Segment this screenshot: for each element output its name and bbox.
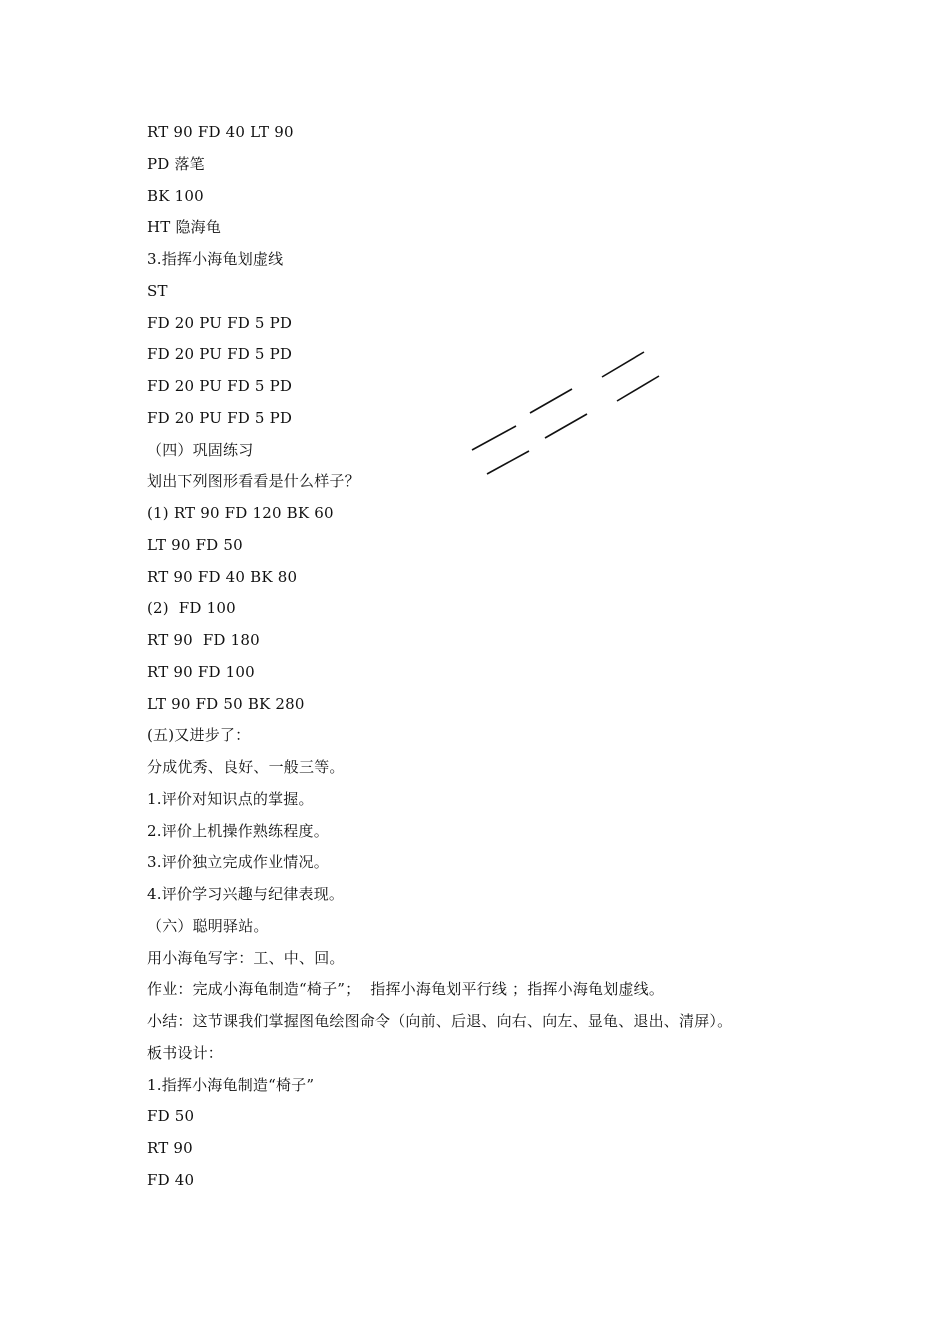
section-heading: （四）巩固练习 bbox=[147, 440, 254, 459]
text-line: FD 40 bbox=[147, 1170, 195, 1189]
text-line: FD 50 bbox=[147, 1107, 195, 1126]
text-line: HT 隐海龟 bbox=[147, 218, 222, 237]
section-heading: 3.指挥小海龟划虚线 bbox=[147, 250, 284, 268]
text-line: 2.评价上机操作熟练程度。 bbox=[147, 821, 329, 840]
dash-segment bbox=[487, 451, 529, 474]
text-line: 分成优秀、良好、一般三等。 bbox=[147, 758, 345, 776]
text-line: RT 90 FD 40 BK 80 bbox=[147, 567, 298, 586]
dash-segment bbox=[545, 414, 587, 438]
text-line: 3.评价独立完成作业情况。 bbox=[147, 853, 329, 872]
dash-segment bbox=[617, 376, 659, 401]
text-line: 4.评价学习兴趣与纪律表现。 bbox=[147, 885, 345, 903]
homework-line: 作业：完成小海龟制造“椅子”； 指挥小海龟划平行线 ；指挥小海龟划虚线。 bbox=[147, 980, 665, 999]
text-line: 用小海龟写字：工、中、回。 bbox=[147, 948, 345, 967]
text-lines bbox=[147, 121, 732, 1201]
section-heading: (五)又进步了： bbox=[147, 726, 251, 745]
text-line: FD 20 PU FD 5 PD bbox=[147, 377, 293, 395]
text-line: LT 90 FD 50 bbox=[147, 535, 243, 554]
text-line: RT 90 FD 180 bbox=[147, 631, 260, 649]
text-line: 1.指挥小海龟制造“椅子” bbox=[147, 1075, 315, 1094]
section-heading: 板书设计： bbox=[147, 1043, 224, 1062]
dashed-lines-figure bbox=[466, 345, 666, 481]
text-line: 1.评价对知识点的掌握。 bbox=[147, 789, 314, 808]
text-line: PD 落笔 bbox=[147, 154, 205, 173]
text-line: RT 90 FD 40 LT 90 bbox=[147, 123, 294, 141]
text-line: (1) RT 90 FD 120 BK 60 bbox=[147, 504, 334, 522]
text-line: RT 90 bbox=[147, 1139, 193, 1157]
text-line: LT 90 FD 50 BK 280 bbox=[147, 694, 305, 713]
dash-segment bbox=[530, 389, 572, 413]
text-line: FD 20 PU FD 5 PD bbox=[147, 408, 293, 427]
text-line: FD 20 PU FD 5 PD bbox=[147, 313, 293, 332]
text-line: (2) FD 100 bbox=[147, 599, 236, 618]
text-line: 划出下列图形看看是什么样子？ bbox=[147, 472, 360, 491]
dash-segment bbox=[472, 426, 516, 450]
text-line: RT 90 FD 100 bbox=[147, 662, 255, 681]
text-line: BK 100 bbox=[147, 186, 204, 205]
summary-line: 小结：这节课我们掌握图龟绘图命令（向前、后退、向右、向左、显龟、退出、清屏）。 bbox=[147, 1012, 733, 1030]
text-line: ST bbox=[147, 281, 168, 300]
text-line: FD 20 PU FD 5 PD bbox=[147, 345, 293, 364]
section-heading: （六）聪明驿站。 bbox=[147, 916, 269, 935]
dash-segment bbox=[602, 352, 644, 377]
